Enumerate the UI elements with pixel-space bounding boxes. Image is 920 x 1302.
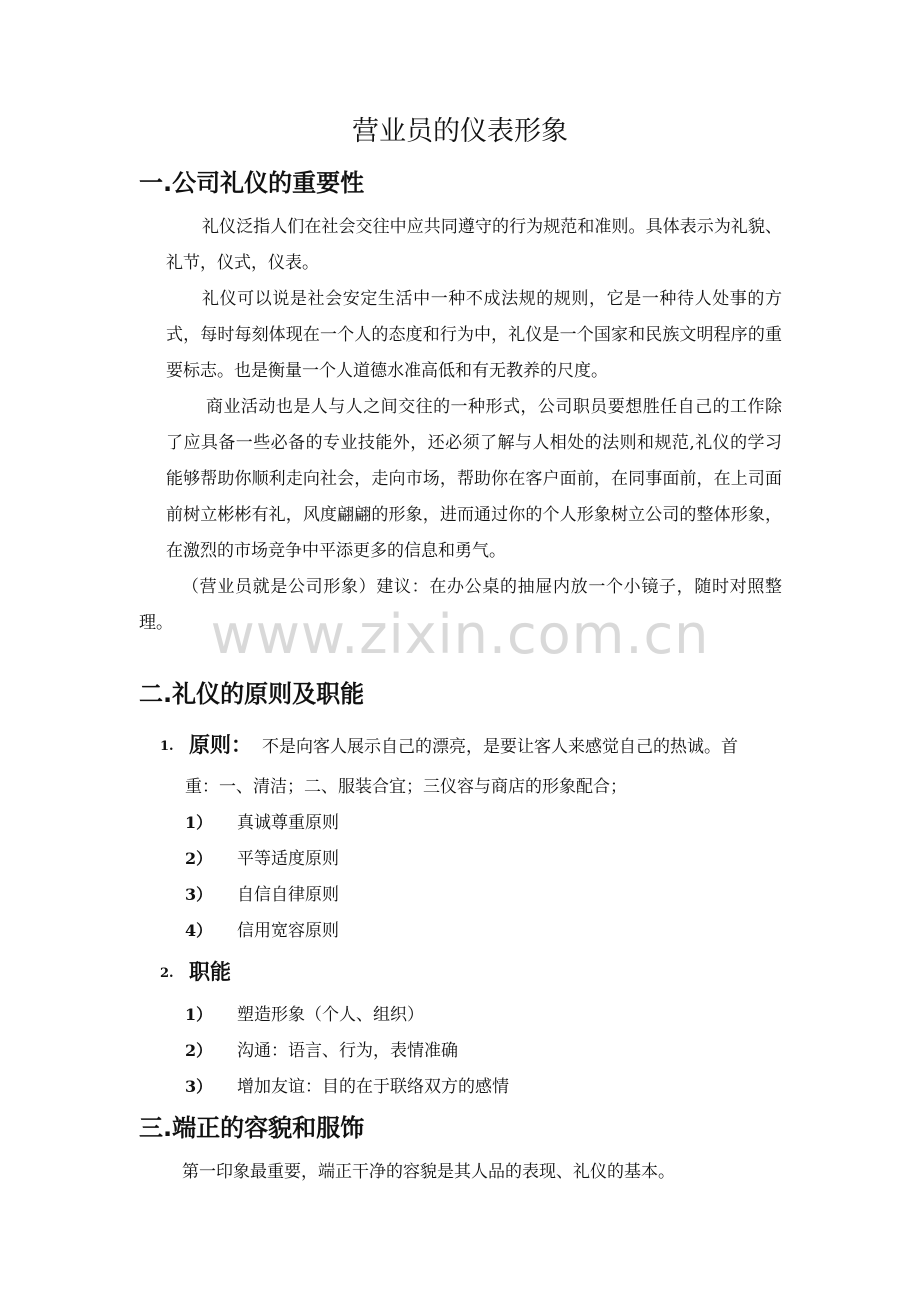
function-number: 2. xyxy=(160,966,174,981)
principle-item-number: 4） xyxy=(185,921,213,940)
section-1-paragraph-2: 礼仪可以说是社会安定生活中一种不成法规的规则，它是一种待人处事的方式，每时每刻体现在一个人的态度和行为中，礼仪是一个国家和民族文明程序的重要标志。也是衡量一个人道德水准高低和有无教养的尺度。 xyxy=(166,289,782,381)
function-item: 沟通：语言、行为，表情准确 xyxy=(237,1041,458,1061)
section-1-heading: 一.公司礼仪的重要性 xyxy=(139,169,365,197)
function-item-number: 1） xyxy=(185,1005,213,1024)
watermark: www.zixin.com.cn xyxy=(210,603,710,666)
principle-item: 信用宽容原则 xyxy=(237,921,339,941)
section-2-heading: 二.礼仪的原则及职能 xyxy=(139,680,365,708)
document-title: 营业员的仪表形象 xyxy=(352,116,568,147)
principle-item: 自信自律原则 xyxy=(237,885,339,905)
principle-item-number: 1） xyxy=(185,813,213,832)
section-3-paragraph-1: 第一印象最重要，端正干净的容貌是其人品的表现、礼仪的基本。 xyxy=(182,1162,675,1182)
principle-item: 平等适度原则 xyxy=(237,849,339,869)
section-1-paragraph-3: 商业活动也是人与人之间交往的一种形式，公司职员要想胜任自己的工作除了应具备一些必备的专业技能外，还必须了解与人相处的法则和规范,礼仪的学习能够帮助你顺利走向社会，走向市场，帮助你在客户面前，在同事面前，在上司面前树立彬彬有礼，风度翩翩的形象，进而通过你的个人形象树立公司的整体形象，在激烈的市场竞争中平添更多的信息和勇气。 xyxy=(166,397,782,561)
principle-item-number: 3） xyxy=(185,885,213,904)
principle-item: 真诚尊重原则 xyxy=(237,813,339,833)
principle-text-line-2: 重：一、清洁；二、服装合宜；三仪容与商店的形象配合； xyxy=(185,777,627,797)
function-item-number: 2） xyxy=(185,1041,213,1060)
section-1-paragraph-1: 礼仪泛指人们在社会交往中应共同遵守的行为规范和准则。具体表示为礼貌、礼节，仪式，仪表。 xyxy=(166,217,782,273)
function-heading: 职能 xyxy=(189,960,231,984)
principle-number: 1. xyxy=(160,739,174,754)
function-item: 塑造形象（个人、组织） xyxy=(237,1005,424,1025)
function-item-number: 3） xyxy=(185,1077,213,1096)
section-1-paragraph-4: （营业员就是公司形象）建议：在办公桌的抽屉内放一个小镜子，随时对照整理。 xyxy=(139,577,782,633)
function-item: 增加友谊：目的在于联络双方的感情 xyxy=(237,1077,509,1097)
principle-heading: 原则： xyxy=(189,733,252,757)
section-3-heading: 三.端正的容貌和服饰 xyxy=(139,1114,365,1142)
principle-text-line-1: 不是向客人展示自己的漂亮，是要让客人来感觉自己的热诚。首 xyxy=(262,737,738,757)
principle-item-number: 2） xyxy=(185,849,213,868)
